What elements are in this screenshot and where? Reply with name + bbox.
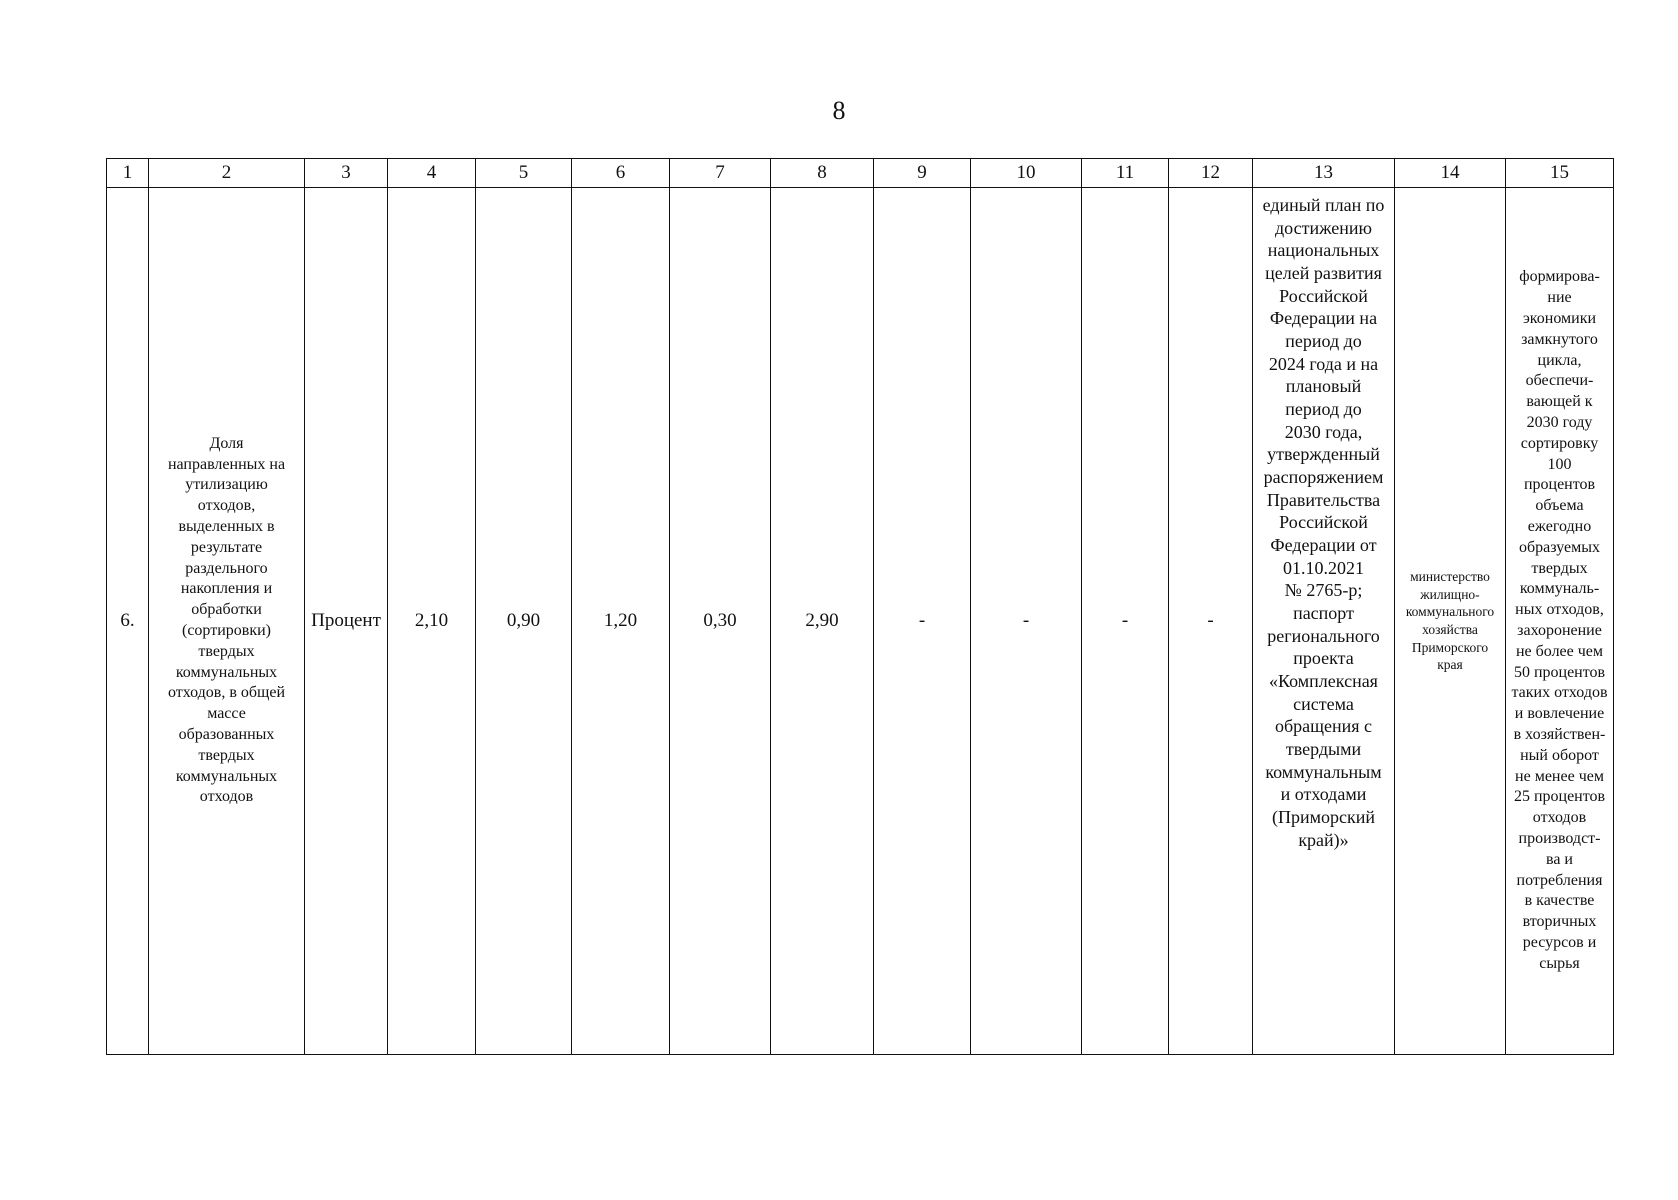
header-cell: 9 xyxy=(874,159,971,188)
value-cell-4: 2,10 xyxy=(388,188,476,1055)
unit-cell: Процент xyxy=(305,188,388,1055)
indicator-table xyxy=(106,158,1614,1055)
header-cell: 6 xyxy=(572,159,670,188)
responsible-cell xyxy=(1395,188,1506,1055)
header-cell: 15 xyxy=(1506,159,1614,188)
table-row xyxy=(107,188,1614,1055)
header-cell: 2 xyxy=(149,159,305,188)
value-cell-5: 0,90 xyxy=(476,188,572,1055)
basis-cell xyxy=(1253,188,1395,1055)
value-cell-12: - xyxy=(1169,188,1253,1055)
header-cell: 4 xyxy=(388,159,476,188)
basis-text: единый план по достижению национальных целей развития Российской Федерации на период до 2024 года и на плановый период до 2030 года, утвержденный распоряжением Правительства Российской Федерации от 01.10.2021 № 2765-р; паспорт регионального проекта «Комплексная система обращения с твердыми коммунальным и отходами (Приморский край)» xyxy=(1262,195,1385,850)
row-number-cell: 6. xyxy=(107,188,149,1055)
header-cell: 5 xyxy=(476,159,572,188)
value-cell-10: - xyxy=(971,188,1082,1055)
header-cell: 10 xyxy=(971,159,1082,188)
value-cell-6: 1,20 xyxy=(572,188,670,1055)
header-cell: 8 xyxy=(771,159,874,188)
value-cell-11: - xyxy=(1082,188,1169,1055)
indicator-name: Доля направленных на утилизацию отходов, выделенных в результате раздельного накопления и обработки (сортировки) твердых коммунальных отходов, в общей массе образованных твердых коммунальных отходов xyxy=(167,434,286,806)
goal-cell xyxy=(1506,188,1614,1055)
page-number: 8 xyxy=(832,96,846,125)
value-cell-8: 2,90 xyxy=(771,188,874,1055)
header-cell: 14 xyxy=(1395,159,1506,188)
header-cell: 1 xyxy=(107,159,149,188)
header-cell: 3 xyxy=(305,159,388,188)
indicator-name-cell xyxy=(149,188,305,1055)
header-row xyxy=(107,159,1614,188)
header-cell: 11 xyxy=(1082,159,1169,188)
responsible-text: министерство жилищно- коммунального хозяйства Приморского края xyxy=(1405,569,1495,673)
header-cell: 12 xyxy=(1169,159,1253,188)
goal-text: формирова- ние экономики замкнутого цикла, обеспечи- вающей к 2030 году сортировку 100 процентов объема ежегодно образуемых твердых коммуналь- ных отходов, захоронение не более чем 50 процентов таких отходов и вовлечение в хозяйствен- ный оборот не менее чем 25 процентов отходов производст- ва и потребления в качестве вторичных ресурсов и сырья xyxy=(1511,268,1608,972)
value-cell-7: 0,30 xyxy=(670,188,771,1055)
header-cell: 7 xyxy=(670,159,771,188)
value-cell-9: - xyxy=(874,188,971,1055)
header-cell: 13 xyxy=(1253,159,1395,188)
